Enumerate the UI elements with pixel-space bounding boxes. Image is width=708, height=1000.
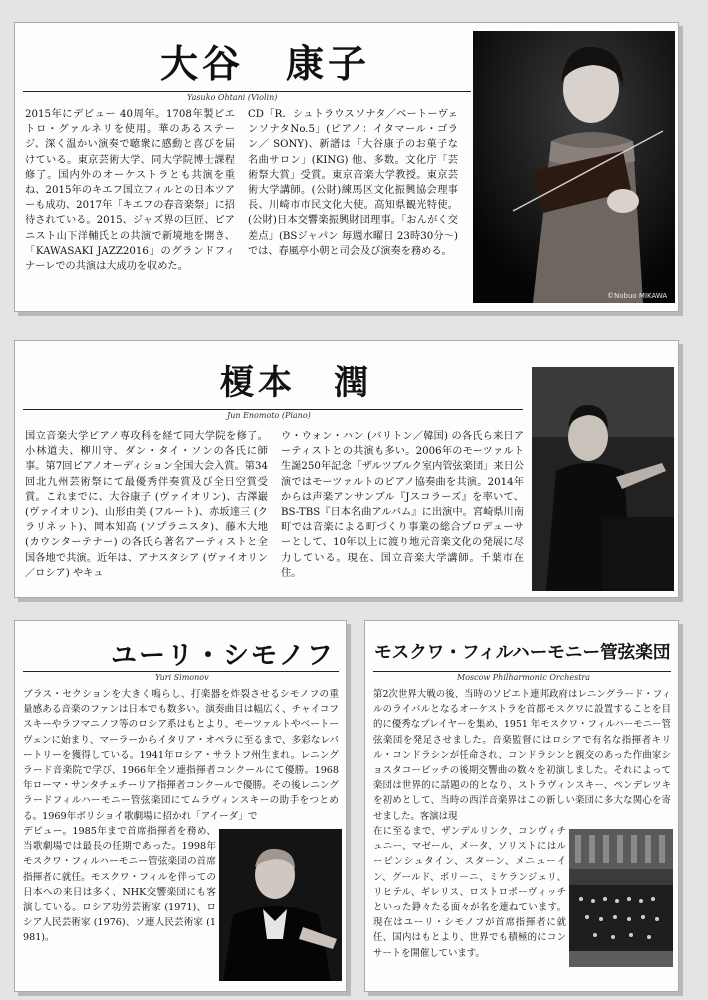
simonov-bio-bottom: デビュー。1985年まで首席指揮者を務め、当歌劇場では最長の任期であった。1998年モスクワ・フィルハーモニー管弦楽団の首席指揮者に就任。モスクワ・フィルを伴っての日本への来日は多く、NHK交響楽団にも客演している。ロシア功労芸術家 (1971)、ロシア人民芸術家 (1976)、ソ連人民芸術家 (1981)。 <box>23 826 216 944</box>
enomoto-photo <box>532 367 674 591</box>
otani-rule <box>23 91 471 92</box>
orchestra-bio-top: 第2次世界大戦の後、当時のソビエト連邦政府はレニングラード・フィルのライバルとなるオーケストラを首都モスクワに設置することを目的に優秀なプレイヤーを集め、1951 年モスクワ・フィルハーモニー管弦楽団を発足させました。音楽監督にはロシアで有名な指揮者キリル・コンドラシンが任命され、コンドラシンと親交のあった作曲家ショスタコービッチの後期交響曲の数々を初演しました。それによって楽団は世界的に話題の的となり、ストラヴィンスキー、ペンデレツキを初めとして、当時の西洋音楽界はこの新しい楽団に多大な関心を寄せました。客演は現 <box>373 689 671 822</box>
otani-photo-credit: ©Nobuo MIKAWA <box>607 292 668 300</box>
orchestra-card <box>364 620 679 992</box>
orchestra-romanized: Moscow Philharmonic Orchestra <box>457 673 590 682</box>
otani-name: 大谷 康子 <box>160 41 371 86</box>
otani-bio-left: 2015年にデビュー 40周年。1708年製ピエトロ・グァルネリを使用。華のあるステージ、深く温かい演奏で聴衆に感動と喜びを届けている。東京芸術大学、同大学院博士課程修了。国内外のオーケストラとも共演を重ね、2015年のキエフ国立フィルとの日本ツアーも成功、2017年「キエフの春音楽祭」に招待されている。2015、ジャズ界の巨匠、ピアニスト山下洋輔氏との共演で新境地を開き、「KAWASAKI JAZZ2016」のグランドフィナーレでの共演は大成功を収めた。 <box>25 109 235 273</box>
enomoto-name: 榎本 潤 <box>220 363 372 403</box>
otani-photo <box>473 31 675 303</box>
simonov-bio-top: ブラス・セクションを大きく鳴らし、打楽器を炸裂させるシモノフの重量感ある音楽のファンは日本でも数多い。演奏曲目は幅広く、チャイコフスキーやラフマニノフ等のロシア系はもとより、モーツァルトやベートーヴェンに始まり、マーラーからイタリア・オペラに至るまで、多彩なレパートリーを獲得している。1941年ロシア・サラトフ州生まれ。レニングラード音楽院で学び、1966年全ソ連指揮者コンクールにて優勝。1968年ローマ・サンタチェチーリア指揮者コンクールで優勝。その後レニングラードフィルハーモニー管弦楽団にてムラヴィンスキーの助手をつとめる。1969年ボリショイ歌劇場に招かれ「アイーダ」で <box>23 689 339 822</box>
enomoto-rule <box>23 409 523 410</box>
otani-romanized: Yasuko Ohtani (Violin) <box>187 93 278 102</box>
otani-bio-right: CD「R．シュトラウスソナタ／ベートーヴェンソナタNo.5」(ピアノ：イタマール・ゴラン／ SONY)、新譜は「大谷康子のお菓子な名曲サロン」(KING) 他、多数。文化庁「芸術祭大賞」受賞。東京音楽大学教授。東京芸術大学講師。(公財)練馬区文化振興協会理事長、川崎市市民文化大使。高知県観光特使。(公財)日本交響楽振興財団理事。「おんがく交差点」(BSジャパン 毎週水曜日 23時30分～) では、春風亭小朝と司会及び演奏を務める。 <box>248 109 458 257</box>
enomoto-card <box>14 340 679 598</box>
enomoto-bio-left: 国立音楽大学ピアノ専攻科を経て同大学院を修了。小林道夫、柳川守、ダン・タイ・ソンの各氏に師事。第7回ピアノオーディション全国大会入賞。第34回北九州芸術祭にて最優秀伴奏賞及び全日空賞受賞。これまでに、大谷康子 (ヴァイオリン)、古澤巌 (ヴァイオリン)、山形由美 (フルート)、赤坂達三 (クラリネット)、岡本知高 (ソプラニスタ)、藤木大地 (カウンターテナー) の各氏ら著名アーティストと全国各地で共演。近年は、アナスタシア (ヴァイオリン／ロシア) やキュ <box>25 431 268 579</box>
simonov-card <box>14 620 347 992</box>
simonov-photo <box>219 829 342 981</box>
orchestra-bio-bottom: 在に至るまで、ザンデルリンク、コンヴィチュニー、マゼール、メータ、ソリストにはルービンシュタイン、スターン、メニューイン、グールド、ポリーニ、ミケランジェリ、リヒテル、ギレリス、ロストロポーヴィッチといった錚々たる面々が名を連ねています。現在はユーリ・シモノフが首席指揮者に就任、国内はもとより、世界でも積極的にコンサートを開催しています。 <box>373 826 566 959</box>
simonov-name: ユーリ・シモノフ <box>111 641 335 671</box>
orchestra-rule <box>373 671 671 672</box>
simonov-rule <box>23 671 339 672</box>
simonov-romanized: Yuri Simonov <box>155 673 209 682</box>
orchestra-name: モスクワ・フィルハーモニー管弦楽団 <box>374 642 671 663</box>
orchestra-photo <box>569 829 673 967</box>
otani-card <box>14 22 679 312</box>
enomoto-bio-right: ウ・ウォン・ハン (バリトン／韓国) の各氏ら来日アーティストとの共演も多い。2006年のモーツァルト生誕250年記念「ザルツブルク室内管弦楽団」来日公演ではモーツァルトのピアノ協奏曲を共演。2014年からは声楽アンサンブル『Jスコラーズ』を率いて、BS-TBS『日本名曲アルバム』に出演中。宮崎県川南町では音楽による町づくり事業の総合プロデューサーとして、10年以上に渡り地元音楽文化の発展に尽力している。現在、国立音楽大学講師。千葉市在住。 <box>281 431 524 579</box>
enomoto-romanized: Jun Enomoto (Piano) <box>227 411 311 420</box>
